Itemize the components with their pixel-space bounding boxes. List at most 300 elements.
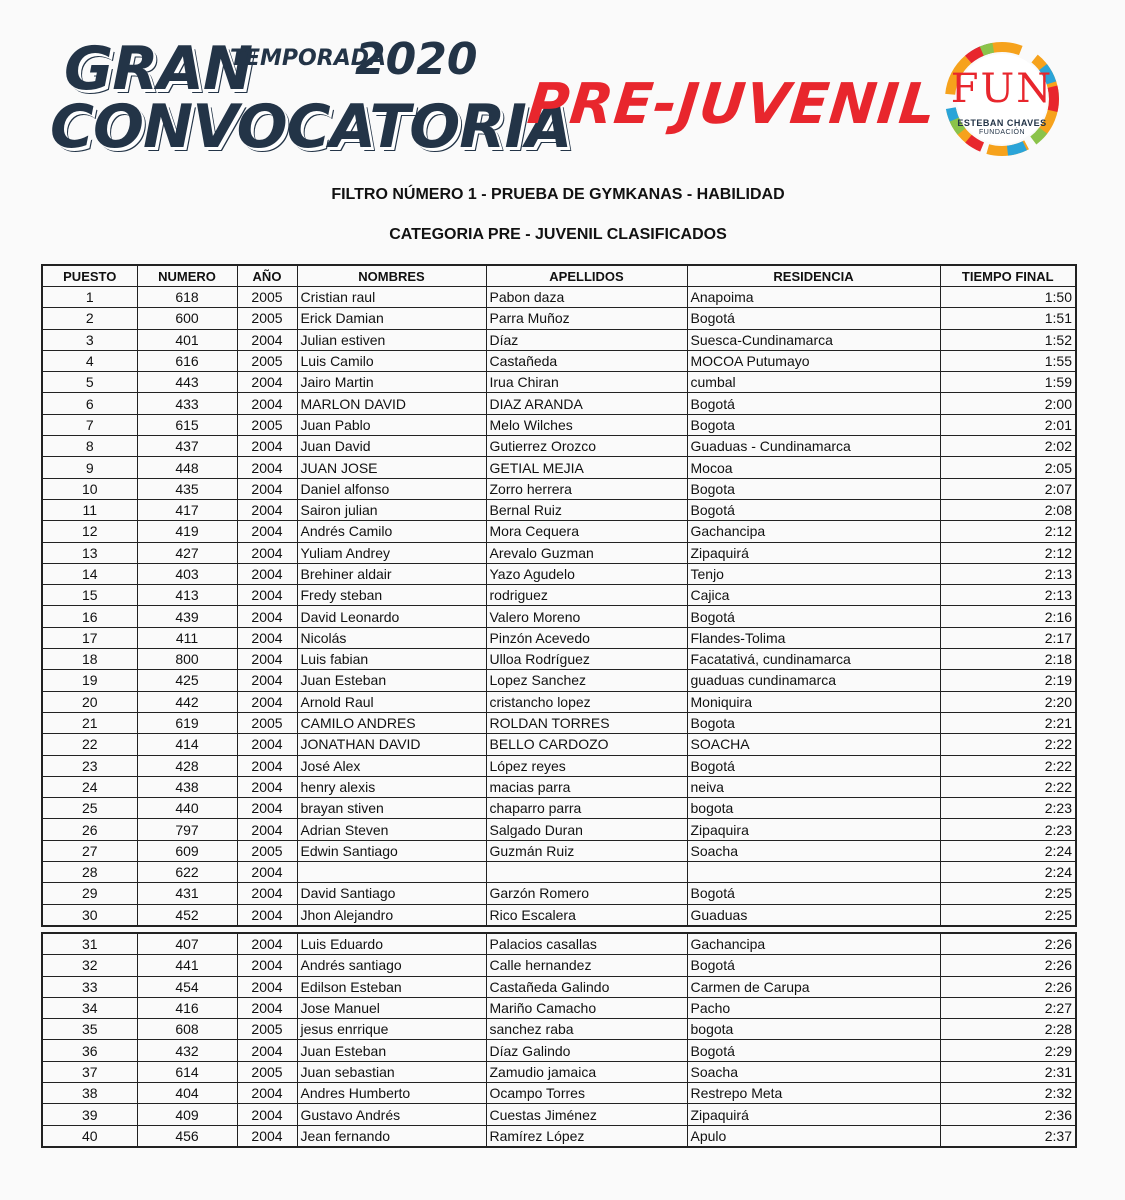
cell-ano: 2004 — [237, 436, 297, 457]
cell-numero: 614 — [137, 1061, 237, 1082]
cell-nombres: Sairon julian — [297, 499, 486, 520]
cell-apellidos: Salgado Duran — [486, 819, 687, 840]
cell-numero: 618 — [137, 287, 237, 308]
cell-puesto: 26 — [42, 819, 137, 840]
cell-apellidos: sanchez raba — [486, 1019, 687, 1040]
table-row — [42, 1083, 1076, 1104]
cell-tiempo: 2:37 — [940, 1125, 1076, 1147]
cell-nombres: henry alexis — [297, 776, 486, 797]
table-row — [42, 883, 1076, 904]
cell-puesto: 17 — [42, 627, 137, 648]
cell-nombres: Edwin Santiago — [297, 840, 486, 861]
cell-nombres: MARLON DAVID — [297, 393, 486, 414]
cell-numero: 433 — [137, 393, 237, 414]
table-row — [42, 755, 1076, 776]
cell-numero: 419 — [137, 521, 237, 542]
cell-numero: 427 — [137, 542, 237, 563]
cell-tiempo: 2:12 — [940, 521, 1076, 542]
cell-numero: 435 — [137, 478, 237, 499]
cell-apellidos: Yazo Agudelo — [486, 563, 687, 584]
cell-apellidos: Cuestas Jiménez — [486, 1104, 687, 1125]
cell-residencia: Cajica — [687, 585, 940, 606]
table-row — [42, 329, 1076, 350]
col-header-apellidos: APELLIDOS — [486, 265, 687, 287]
cell-numero: 452 — [137, 904, 237, 926]
cell-puesto: 5 — [42, 372, 137, 393]
cell-puesto: 19 — [42, 670, 137, 691]
cell-nombres: Nicolás — [297, 627, 486, 648]
cell-tiempo: 2:27 — [940, 997, 1076, 1018]
cell-apellidos: Irua Chiran — [486, 372, 687, 393]
cell-nombres: Adrian Steven — [297, 819, 486, 840]
cell-ano: 2004 — [237, 933, 297, 955]
cell-tiempo: 2:36 — [940, 1104, 1076, 1125]
cell-numero: 608 — [137, 1019, 237, 1040]
cell-puesto: 37 — [42, 1061, 137, 1082]
cell-apellidos: rodriguez — [486, 585, 687, 606]
cell-residencia: Bogotá — [687, 755, 940, 776]
cell-ano: 2004 — [237, 798, 297, 819]
cell-nombres: Jean fernando — [297, 1125, 486, 1147]
cell-tiempo: 2:16 — [940, 606, 1076, 627]
cell-residencia: bogota — [687, 798, 940, 819]
cell-numero: 403 — [137, 563, 237, 584]
table-row — [42, 904, 1076, 926]
cell-ano: 2004 — [237, 904, 297, 926]
table-row — [42, 542, 1076, 563]
col-header-residencia: RESIDENCIA — [687, 265, 940, 287]
cell-nombres: Daniel alfonso — [297, 478, 486, 499]
cell-ano: 2005 — [237, 712, 297, 733]
cell-numero: 443 — [137, 372, 237, 393]
cell-puesto: 32 — [42, 955, 137, 976]
cell-residencia: Bogota — [687, 478, 940, 499]
cell-apellidos: BELLO CARDOZO — [486, 734, 687, 755]
cell-ano: 2004 — [237, 755, 297, 776]
cell-residencia: cumbal — [687, 372, 940, 393]
cell-residencia: Pacho — [687, 997, 940, 1018]
cell-ano: 2004 — [237, 1104, 297, 1125]
table-row — [42, 308, 1076, 329]
cell-residencia: Moniquira — [687, 691, 940, 712]
cell-apellidos: Mariño Camacho — [486, 997, 687, 1018]
cell-residencia: Bogotá — [687, 499, 940, 520]
cell-ano: 2004 — [237, 955, 297, 976]
table-row — [42, 372, 1076, 393]
cell-nombres — [297, 862, 486, 883]
cell-ano: 2005 — [237, 308, 297, 329]
cell-nombres: David Leonardo — [297, 606, 486, 627]
cell-puesto: 30 — [42, 904, 137, 926]
cell-puesto: 6 — [42, 393, 137, 414]
cell-nombres: Andrés Camilo — [297, 521, 486, 542]
cell-residencia: Gachancipa — [687, 521, 940, 542]
cell-numero: 401 — [137, 329, 237, 350]
event-logo — [50, 34, 572, 164]
cell-apellidos — [486, 862, 687, 883]
cell-tiempo: 2:22 — [940, 734, 1076, 755]
cell-apellidos: Zamudio jamaica — [486, 1061, 687, 1082]
cell-apellidos: Mora Cequera — [486, 521, 687, 542]
cell-apellidos: Gutierrez Orozco — [486, 436, 687, 457]
cell-nombres: JUAN JOSE — [297, 457, 486, 478]
cell-puesto: 25 — [42, 798, 137, 819]
cell-numero: 417 — [137, 499, 237, 520]
table-row — [42, 734, 1076, 755]
cell-numero: 413 — [137, 585, 237, 606]
cell-apellidos: chaparro parra — [486, 798, 687, 819]
cell-tiempo: 1:55 — [940, 350, 1076, 371]
table-row — [42, 976, 1076, 997]
cell-puesto: 1 — [42, 287, 137, 308]
cell-numero: 432 — [137, 1040, 237, 1061]
cell-puesto: 27 — [42, 840, 137, 861]
cell-numero: 431 — [137, 883, 237, 904]
cell-ano: 2004 — [237, 627, 297, 648]
cell-tiempo: 2:18 — [940, 649, 1076, 670]
cell-ano: 2004 — [237, 585, 297, 606]
cell-nombres: Edilson Esteban — [297, 976, 486, 997]
cell-tiempo: 2:24 — [940, 840, 1076, 861]
cell-numero: 619 — [137, 712, 237, 733]
cell-tiempo: 2:26 — [940, 955, 1076, 976]
cell-apellidos: Melo Wilches — [486, 414, 687, 435]
cell-nombres: Jhon Alejandro — [297, 904, 486, 926]
cell-apellidos: Ramírez López — [486, 1125, 687, 1147]
cell-residencia: Soacha — [687, 840, 940, 861]
cell-ano: 2004 — [237, 670, 297, 691]
cell-apellidos: Díaz — [486, 329, 687, 350]
cell-puesto: 33 — [42, 976, 137, 997]
cell-apellidos: Castañeda Galindo — [486, 976, 687, 997]
col-header-puesto: PUESTO — [42, 265, 137, 287]
cell-puesto: 4 — [42, 350, 137, 371]
cell-ano: 2004 — [237, 457, 297, 478]
cell-tiempo: 2:13 — [940, 563, 1076, 584]
results-table-bottom — [41, 932, 1077, 1148]
cell-nombres: Cristian raul — [297, 287, 486, 308]
cell-tiempo: 2:01 — [940, 414, 1076, 435]
cell-nombres: brayan stiven — [297, 798, 486, 819]
cell-apellidos: Calle hernandez — [486, 955, 687, 976]
cell-ano: 2004 — [237, 1125, 297, 1147]
cell-residencia: Bogotá — [687, 393, 940, 414]
cell-nombres: Luis Camilo — [297, 350, 486, 371]
cell-puesto: 14 — [42, 563, 137, 584]
cell-ano: 2004 — [237, 734, 297, 755]
cell-tiempo: 2:29 — [940, 1040, 1076, 1061]
cell-ano: 2004 — [237, 1040, 297, 1061]
cell-puesto: 29 — [42, 883, 137, 904]
cell-nombres: jesus enrrique — [297, 1019, 486, 1040]
table-row — [42, 649, 1076, 670]
cell-tiempo: 2:25 — [940, 883, 1076, 904]
table-row — [42, 606, 1076, 627]
cell-nombres: CAMILO ANDRES — [297, 712, 486, 733]
cell-residencia: Gachancipa — [687, 933, 940, 955]
cell-puesto: 9 — [42, 457, 137, 478]
cell-puesto: 8 — [42, 436, 137, 457]
cell-nombres: Julian estiven — [297, 329, 486, 350]
table-row — [42, 691, 1076, 712]
cell-nombres: JONATHAN DAVID — [297, 734, 486, 755]
cell-apellidos: cristancho lopez — [486, 691, 687, 712]
logo-line-1: ESTEBAN CHAVES — [957, 118, 1047, 128]
cell-ano: 2005 — [237, 414, 297, 435]
cell-apellidos: Rico Escalera — [486, 904, 687, 926]
table-row — [42, 712, 1076, 733]
table-row — [42, 350, 1076, 371]
cell-puesto: 24 — [42, 776, 137, 797]
cell-puesto: 10 — [42, 478, 137, 499]
cell-apellidos: Garzón Romero — [486, 883, 687, 904]
table-row — [42, 563, 1076, 584]
cell-numero: 407 — [137, 933, 237, 955]
logo-line-2: FUNDACIÓN — [978, 129, 1026, 136]
cell-numero: 622 — [137, 862, 237, 883]
cell-residencia: bogota — [687, 1019, 940, 1040]
cell-numero: 616 — [137, 350, 237, 371]
col-header-ano: AÑO — [237, 265, 297, 287]
brand-line-1: GRAN — [64, 34, 253, 104]
cell-nombres: Juan Esteban — [297, 1040, 486, 1061]
cell-nombres: Jose Manuel — [297, 997, 486, 1018]
cell-ano: 2005 — [237, 1061, 297, 1082]
cell-residencia — [687, 862, 940, 883]
cell-numero: 454 — [137, 976, 237, 997]
cell-tiempo: 2:21 — [940, 712, 1076, 733]
cell-ano: 2004 — [237, 606, 297, 627]
cell-numero: 437 — [137, 436, 237, 457]
table-row — [42, 478, 1076, 499]
cell-tiempo: 2:25 — [940, 904, 1076, 926]
cell-residencia: Apulo — [687, 1125, 940, 1147]
brand-season: TEMPORADA — [230, 46, 387, 71]
cell-ano: 2004 — [237, 883, 297, 904]
table-row — [42, 798, 1076, 819]
cell-ano: 2004 — [237, 649, 297, 670]
cell-puesto: 28 — [42, 862, 137, 883]
cell-nombres: Andrés santiago — [297, 955, 486, 976]
cell-nombres: Juan David — [297, 436, 486, 457]
cell-apellidos: Guzmán Ruiz — [486, 840, 687, 861]
cell-residencia: Flandes-Tolima — [687, 627, 940, 648]
table-row — [42, 1019, 1076, 1040]
cell-puesto: 23 — [42, 755, 137, 776]
cell-ano: 2005 — [237, 1019, 297, 1040]
cell-tiempo: 2:22 — [940, 755, 1076, 776]
table-row — [42, 862, 1076, 883]
cell-nombres: Fredy steban — [297, 585, 486, 606]
cell-puesto: 20 — [42, 691, 137, 712]
cell-numero: 442 — [137, 691, 237, 712]
brand-year: 2020 — [355, 34, 478, 85]
cell-numero: 448 — [137, 457, 237, 478]
cell-residencia: Restrepo Meta — [687, 1083, 940, 1104]
cell-ano: 2005 — [237, 287, 297, 308]
table-row — [42, 1125, 1076, 1147]
brand-line-2: CONVOCATORIA — [50, 92, 572, 162]
cell-residencia: Soacha — [687, 1061, 940, 1082]
cell-residencia: Guaduas — [687, 904, 940, 926]
category-heading: CATEGORIA PRE - JUVENIL CLASIFICADOS — [389, 226, 727, 243]
cell-tiempo: 2:26 — [940, 933, 1076, 955]
cell-puesto: 31 — [42, 933, 137, 955]
cell-numero: 615 — [137, 414, 237, 435]
cell-puesto: 15 — [42, 585, 137, 606]
cell-ano: 2005 — [237, 350, 297, 371]
cell-ano: 2004 — [237, 862, 297, 883]
cell-apellidos: Lopez Sanchez — [486, 670, 687, 691]
cell-residencia: Bogotá — [687, 606, 940, 627]
cell-residencia: Tenjo — [687, 563, 940, 584]
cell-residencia: Bogotá — [687, 883, 940, 904]
cell-residencia: Bogotá — [687, 955, 940, 976]
cell-ano: 2004 — [237, 372, 297, 393]
cell-tiempo: 2:23 — [940, 819, 1076, 840]
cell-apellidos: Parra Muñoz — [486, 308, 687, 329]
cell-tiempo: 2:28 — [940, 1019, 1076, 1040]
cell-apellidos: Valero Moreno — [486, 606, 687, 627]
cell-tiempo: 2:00 — [940, 393, 1076, 414]
cell-residencia: Zipaquirá — [687, 1104, 940, 1125]
cell-residencia: Zipaquira — [687, 819, 940, 840]
category-title: PRE-JUVENIL — [524, 72, 940, 137]
cell-numero: 441 — [137, 955, 237, 976]
cell-numero: 800 — [137, 649, 237, 670]
table-row — [42, 840, 1076, 861]
cell-numero: 409 — [137, 1104, 237, 1125]
table-row — [42, 627, 1076, 648]
cell-numero: 456 — [137, 1125, 237, 1147]
cell-apellidos: Zorro herrera — [486, 478, 687, 499]
cell-puesto: 40 — [42, 1125, 137, 1147]
cell-nombres: Yuliam Andrey — [297, 542, 486, 563]
cell-nombres: José Alex — [297, 755, 486, 776]
cell-nombres: Juan sebastian — [297, 1061, 486, 1082]
cell-puesto: 34 — [42, 997, 137, 1018]
table-row — [42, 287, 1076, 308]
cell-residencia: MOCOA Putumayo — [687, 350, 940, 371]
cell-apellidos: Ocampo Torres — [486, 1083, 687, 1104]
cell-residencia: SOACHA — [687, 734, 940, 755]
cell-ano: 2004 — [237, 393, 297, 414]
cell-apellidos: Arevalo Guzman — [486, 542, 687, 563]
cell-ano: 2004 — [237, 478, 297, 499]
cell-numero: 797 — [137, 819, 237, 840]
table-header-row — [42, 265, 1076, 287]
cell-numero: 414 — [137, 734, 237, 755]
cell-tiempo: 2:31 — [940, 1061, 1076, 1082]
cell-apellidos: GETIAL MEJIA — [486, 457, 687, 478]
cell-numero: 609 — [137, 840, 237, 861]
cell-apellidos: macias parra — [486, 776, 687, 797]
table-row — [42, 457, 1076, 478]
cell-puesto: 22 — [42, 734, 137, 755]
cell-tiempo: 2:17 — [940, 627, 1076, 648]
cell-tiempo: 2:19 — [940, 670, 1076, 691]
col-header-numero: NUMERO — [137, 265, 237, 287]
cell-puesto: 36 — [42, 1040, 137, 1061]
cell-ano: 2004 — [237, 521, 297, 542]
table-row — [42, 585, 1076, 606]
cell-ano: 2004 — [237, 976, 297, 997]
cell-puesto: 16 — [42, 606, 137, 627]
foundation-logo — [943, 40, 1061, 158]
table-row — [42, 955, 1076, 976]
table-row — [42, 997, 1076, 1018]
cell-nombres: Luis Eduardo — [297, 933, 486, 955]
table-row — [42, 414, 1076, 435]
cell-ano: 2004 — [237, 563, 297, 584]
table-row — [42, 670, 1076, 691]
cell-puesto: 7 — [42, 414, 137, 435]
cell-ano: 2004 — [237, 329, 297, 350]
cell-tiempo: 2:02 — [940, 436, 1076, 457]
cell-residencia: Guaduas - Cundinamarca — [687, 436, 940, 457]
cell-residencia: guaduas cundinamarca — [687, 670, 940, 691]
table-row — [42, 1104, 1076, 1125]
cell-apellidos: Pinzón Acevedo — [486, 627, 687, 648]
cell-ano: 2004 — [237, 997, 297, 1018]
cell-ano: 2004 — [237, 542, 297, 563]
cell-ano: 2004 — [237, 499, 297, 520]
cell-apellidos: Palacios casallas — [486, 933, 687, 955]
cell-puesto: 35 — [42, 1019, 137, 1040]
cell-nombres: Arnold Raul — [297, 691, 486, 712]
cell-puesto: 39 — [42, 1104, 137, 1125]
cell-puesto: 13 — [42, 542, 137, 563]
cell-numero: 439 — [137, 606, 237, 627]
table-row — [42, 436, 1076, 457]
cell-tiempo: 2:07 — [940, 478, 1076, 499]
cell-nombres: Juan Pablo — [297, 414, 486, 435]
cell-numero: 404 — [137, 1083, 237, 1104]
cell-puesto: 12 — [42, 521, 137, 542]
cell-nombres: Brehiner aldair — [297, 563, 486, 584]
cell-tiempo: 1:51 — [940, 308, 1076, 329]
cell-nombres: Juan Esteban — [297, 670, 486, 691]
cell-residencia: Facatativá, cundinamarca — [687, 649, 940, 670]
table-row — [42, 776, 1076, 797]
cell-residencia: Bogota — [687, 712, 940, 733]
col-header-nombres: NOMBRES — [297, 265, 486, 287]
cell-tiempo: 1:52 — [940, 329, 1076, 350]
table-row — [42, 393, 1076, 414]
table-row — [42, 933, 1076, 955]
cell-apellidos: ROLDAN TORRES — [486, 712, 687, 733]
cell-residencia: Carmen de Carupa — [687, 976, 940, 997]
cell-residencia: Anapoima — [687, 287, 940, 308]
cell-apellidos: Díaz Galindo — [486, 1040, 687, 1061]
cell-apellidos: Castañeda — [486, 350, 687, 371]
cell-numero: 428 — [137, 755, 237, 776]
cell-ano: 2004 — [237, 691, 297, 712]
cell-nombres: Gustavo Andrés — [297, 1104, 486, 1125]
cell-apellidos: Ulloa Rodríguez — [486, 649, 687, 670]
cell-nombres: David Santiago — [297, 883, 486, 904]
cell-residencia: Bogotá — [687, 308, 940, 329]
cell-tiempo: 2:22 — [940, 776, 1076, 797]
cell-numero: 440 — [137, 798, 237, 819]
cell-tiempo: 2:05 — [940, 457, 1076, 478]
cell-puesto: 38 — [42, 1083, 137, 1104]
table-row — [42, 819, 1076, 840]
cell-numero: 425 — [137, 670, 237, 691]
table-row — [42, 521, 1076, 542]
results-table-top — [41, 264, 1077, 927]
cell-tiempo: 2:12 — [940, 542, 1076, 563]
